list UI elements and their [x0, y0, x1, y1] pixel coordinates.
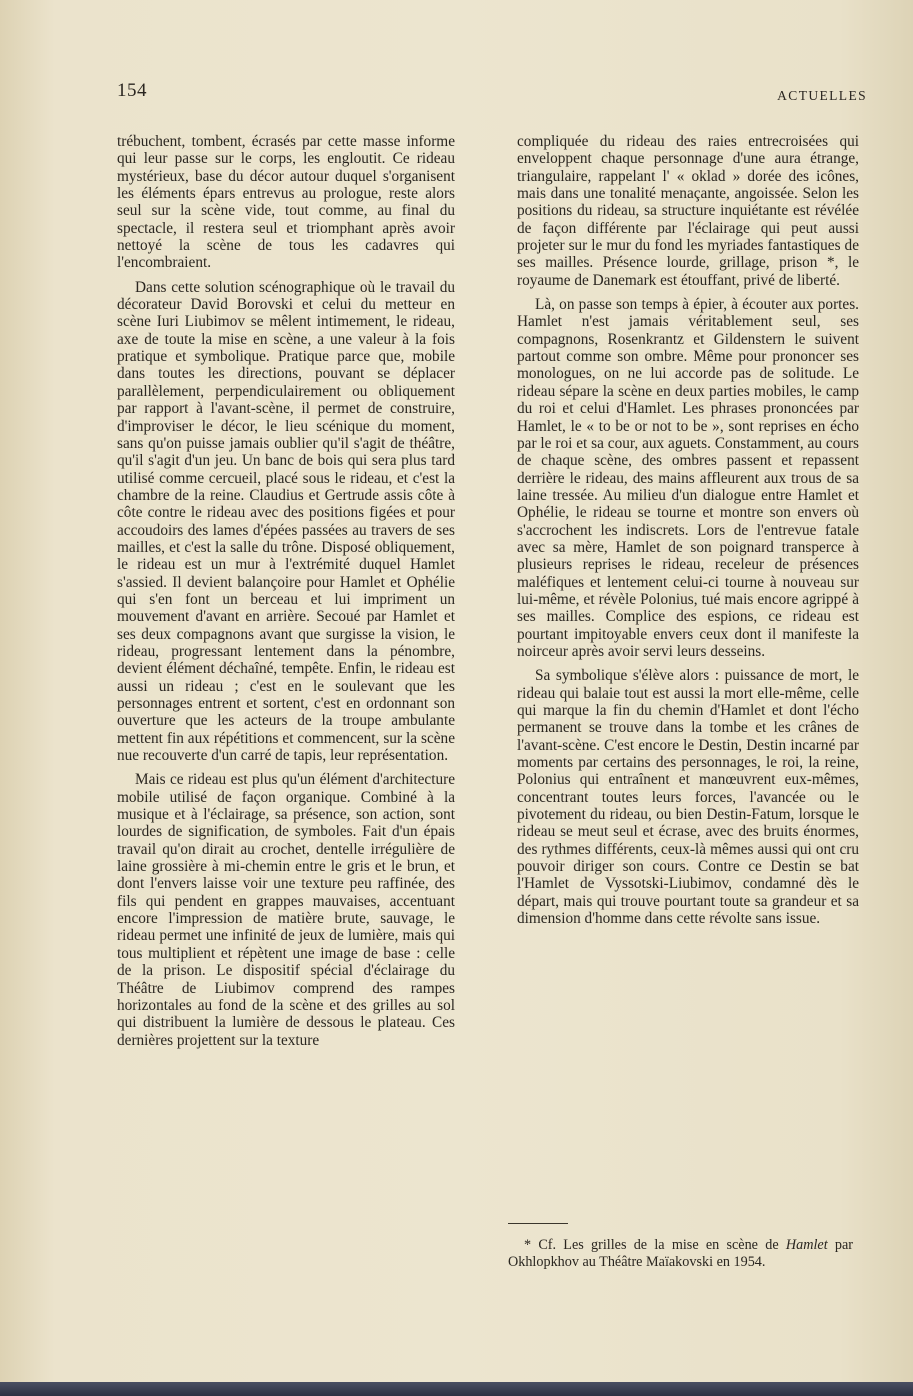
footnote-title: Hamlet — [785, 1237, 828, 1253]
footnote-rest: par Okhlopkhov au Théâtre Maïakovski en 1954. — [508, 1237, 854, 1270]
paragraph: Dans cette solution scénographique où le travail du décorateur David Borovski et celui du metteur en scène Iuri Liubimov se mêlent intimement, le rideau, axe de toute la mise en scène, a une valeur à la fois pratique et symbolique. Pratique parce que, mobile dans toutes les directions, pouvant se déplacer parallèlement, perpendiculairement ou obliquement par rapport à l'avant-scène, il permet de construire, d'improviser le décor, le lieu scénique du moment, sans qu'on puisse jamais oublier qu'il s'agit de théâtre, qu'il s'agit d'un jeu. Un banc de bois qui sera plus tard utilisé comme cercueil, placé sous le rideau, et c'est la chambre de la reine. Claudius et Gertrude assis côte à côte contre le rideau avec des positions figées et pour accoudoirs des lames d'épées passées au travers de ses mailles, et c'est la salle du trône. Disposé obliquement, le rideau est un mur à l'extrémité duquel Hamlet s'assied. Il devient balançoire pour Hamlet et Ophélie qui s'en font un berceau et lui impriment un mouvement d'avant en arrière. Secoué par Hamlet et ses deux compagnons avant que surgisse la vision, le rideau, progressant lentement dans la pénombre, devient élément déchaîné, tempête. Enfin, le rideau est aussi un rideau ; c'est en le soulevant que les personnages entrent et sortent, c'est en ordonnant son ouverture que les acteurs de la troupe ambulante mettent fin aux répétitions et commencent, sur la scène nue recouverte d'un carré de tapis, leur représentation. — [117, 278, 455, 765]
paragraph: compliquée du rideau des raies entrecroisées qui enveloppent chaque personnage d'une aura étrange, triangulaire, rappelant l' « oklad » dorée des icônes, mais dans une tonalité menaçante, angoissée. Selon les positions du rideau, sa structure inquiétante est révélée de façon différente par l'éclairage qui peut aussi projeter sur le mur du fond les myriades fantastiques de ses mailles. Présence lourde, grillage, prison *, le royaume de Danemark est étouffant, privé de liberté. — [517, 133, 859, 289]
paragraph: Mais ce rideau est plus qu'un élément d'architecture mobile utilisé de façon organique. Combiné à la musique et à l'éclairage, sa présence, son action, sont lourdes de signification, de symboles. Fait d'un épais travail qu'on dirait au crochet, dentelle irrégulière de laine grossière à mi-chemin entre le gris et le brun, et dont l'envers laisse voir une texture peu raffinée, des fils qui pendent en grappes mauvaises, accentuant encore l'impression de matière brute, sauvage, le rideau permet une infinité de jeux de lumière, mais qui tous multiplient et répètent une image de base : celle de la prison. Le dispositif spécial d'éclairage du Théâtre de Liubimov comprend des rampes horizontales au fond de la scène et des grilles au sol qui distribuent la lumière de dessous le plateau. Ces dernières projettent sur la texture — [117, 771, 455, 1049]
right-column — [517, 133, 859, 927]
page-number: 154 — [117, 80, 147, 101]
left-column — [117, 133, 455, 1049]
page-bottom-edge — [0, 1382, 913, 1396]
paragraph: Là, on passe son temps à épier, à écouter aux portes. Hamlet n'est jamais véritablement seul, ses compagnons, Rosenkrantz et Gildenstern le suivent partout comme son ombre. Même pour prononcer ses monologues, on ne lui accorde pas de solitude. Le rideau sépare la scène en deux parties mobiles, le camp du roi et celui d'Hamlet. Les phrases prononcées par Hamlet, le « to be or not to be », sont reprises en écho par le roi et sa cour, aux aguets. Constamment, au cours de chaque scène, des ombres passent et repassent derrière le rideau, des mains affleurent aux trous de sa laine tressée. Au milieu d'un dialogue entre Hamlet et Ophélie, le rideau se tourne et montre son envers où s'accrochent les indiscrets. Lors de l'entrevue fatale avec sa mère, Hamlet de son poignard transperce à plusieurs reprises le rideau, receleur de présences maléfiques et lentement celui-ci tourne à nouveau sur lui-même, et révèle Polonius, tué mais encore agrippé à ses mailles. Complice des espions, ce rideau est pourtant impitoyable envers ceux dont il manifeste la noirceur après avoir servi leurs desseins. — [517, 296, 859, 660]
footnote-marker: * Cf. Les grilles de la mise en scène de — [524, 1237, 779, 1253]
running-head: ACTUELLES — [777, 88, 867, 103]
paragraph: Sa symbolique s'élève alors : puissance de mort, le rideau qui balaie tout est aussi la mort elle-même, celle qui marque la fin du chemin d'Hamlet et dont l'écho permanent se trouve dans la tombe et les crânes de l'avant-scène. C'est encore le Destin, Destin incarné par moments par certains des personnages, le roi, la reine, Polonius qui entraînent et manœuvrent eux-mêmes, concentrant toutes leurs forces, l'avancée ou le pivotement du rideau, ou bien Destin-Fatum, lorsque le rideau se meut seul et écrase, avec des bruits énormes, des rythmes différents, ceux-là mêmes aussi qui ont cru pouvoir diriger son cours. Contre ce Destin se bat l'Hamlet de Vyssotski-Liubimov, condamné dès le départ, mais qui trouve pourtant toute sa grandeur et sa dimension d'homme dans cette révolte sans issue. — [517, 667, 859, 928]
footnote-rule — [508, 1223, 568, 1224]
paragraph: trébuchent, tombent, écrasés par cette masse informe qui leur passe sur le corps, les engloutit. Ce rideau mystérieux, base du décor autour duquel s'organisent les éléments épars entrevus au prologue, reste alors seul sur la scène vide, tout comme, au final du spectacle, il restera seul et triomphant après avoir nettoyé la scène de tous les cadavres qui l'encombraient. — [117, 133, 455, 272]
footnote — [508, 1237, 853, 1270]
